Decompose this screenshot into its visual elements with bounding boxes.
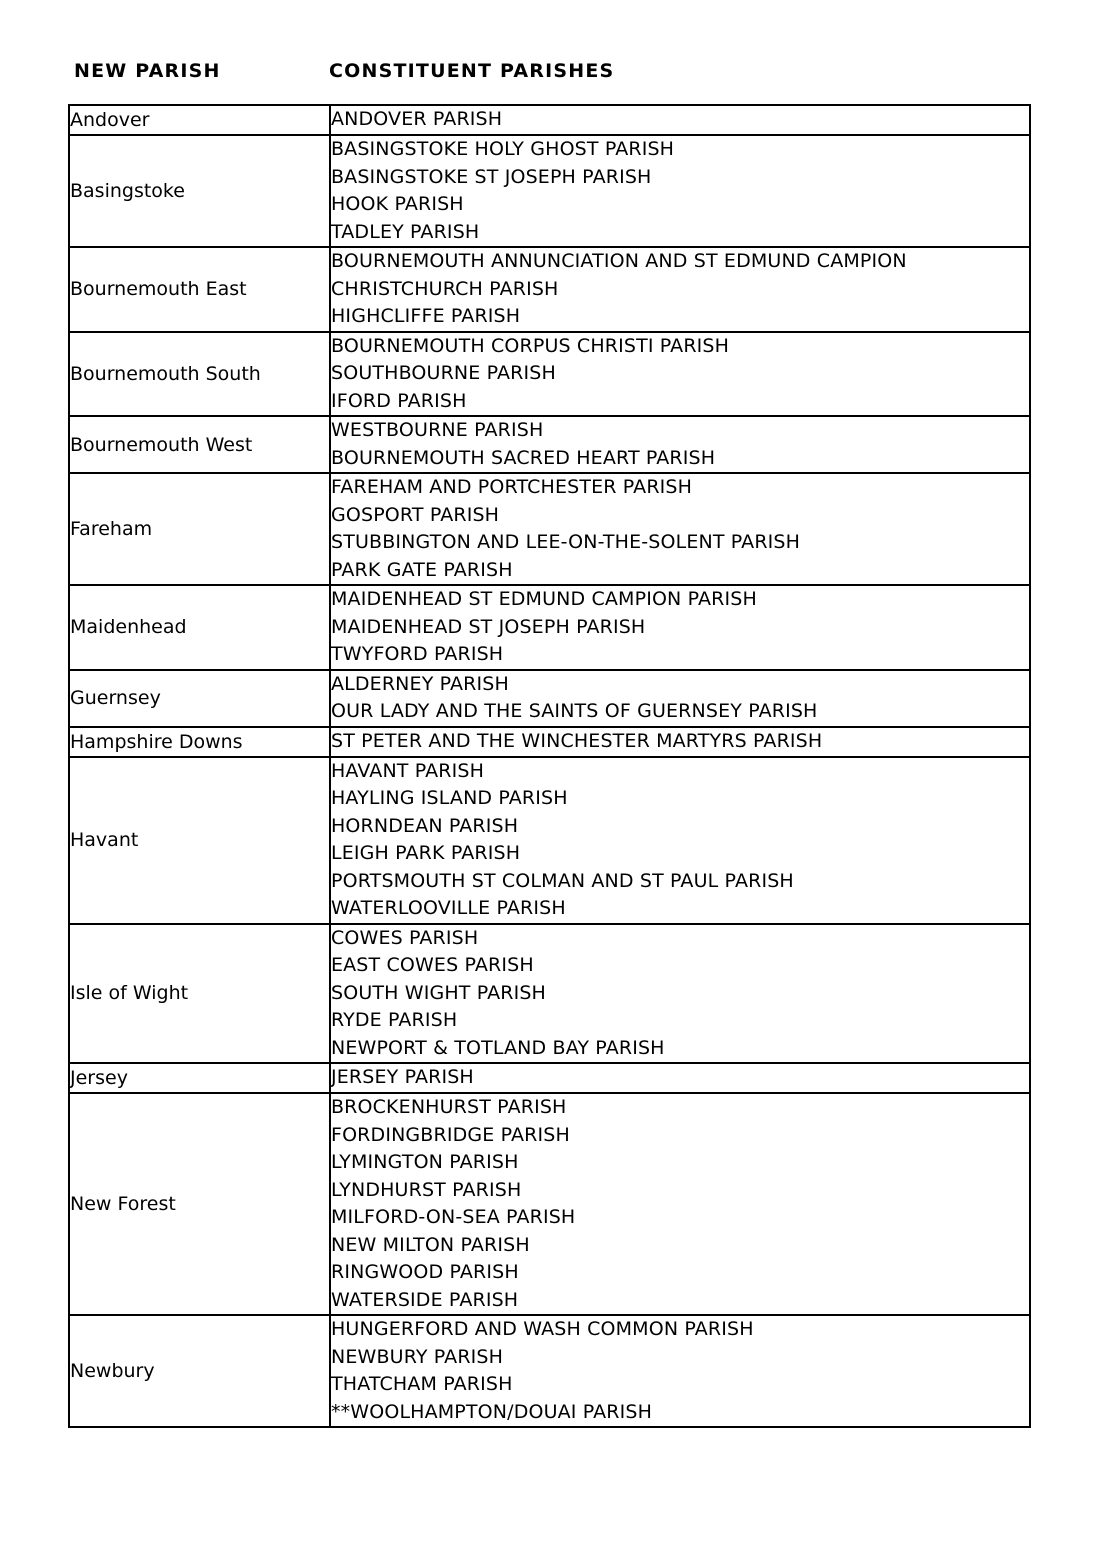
constituent-parish-line: GOSPORT PARISH [331, 503, 500, 526]
new-parish-cell: Fareham [69, 473, 330, 585]
constituent-parish-line: ANDOVER PARISH [331, 108, 503, 131]
constituent-parish-line: COWES PARISH [331, 926, 479, 949]
new-parish-cell: Havant [69, 757, 330, 924]
new-parish-cell: Bournemouth South [69, 332, 330, 417]
constituent-parish-line: BROCKENHURST PARISH [331, 1096, 567, 1118]
new-parish-cell: Andover [69, 105, 330, 135]
constituent-parishes-cell [330, 1093, 1030, 1315]
constituent-parish-line: **WOOLHAMPTON/DOUAI PARISH [331, 1400, 653, 1423]
constituent-parishes-cell [330, 727, 1030, 757]
table-body [69, 105, 1030, 1427]
constituent-parish-line: NEWBURY PARISH [331, 1345, 504, 1368]
constituent-parish-line: HIGHCLIFFE PARISH [331, 305, 521, 327]
constituent-parish-line: JERSEY PARISH [331, 1066, 474, 1089]
column-header-new-parish: NEW PARISH [74, 60, 221, 82]
constituent-parish-line: LYNDHURST PARISH [331, 1178, 522, 1201]
constituent-parish-line: MAIDENHEAD ST EDMUND CAMPION PARISH [331, 588, 757, 610]
constituent-parishes-cell [330, 757, 1030, 924]
table-row [69, 247, 1030, 332]
constituent-parish-line: LYMINGTON PARISH [331, 1151, 519, 1173]
constituent-parish-line: HAVANT PARISH [331, 759, 485, 782]
new-parish-cell: Newbury [69, 1315, 330, 1427]
constituent-parish-line: RINGWOOD PARISH [331, 1261, 519, 1283]
table-row [69, 670, 1030, 727]
new-parish-cell: Hampshire Downs [69, 727, 330, 757]
constituent-parish-line: ALDERNEY PARISH [331, 672, 509, 695]
constituent-parishes-cell [330, 416, 1030, 473]
constituent-parish-line: BASINGSTOKE ST JOSEPH PARISH [331, 165, 652, 188]
table-header [68, 60, 1032, 82]
new-parish-cell: Bournemouth West [69, 416, 330, 473]
table-row [69, 1063, 1030, 1093]
constituent-parish-line: IFORD PARISH [331, 389, 467, 412]
new-parish-cell: Bournemouth East [69, 247, 330, 332]
constituent-parish-line: HAYLING ISLAND PARISH [331, 787, 568, 809]
constituent-parish-line: WATERLOOVILLE PARISH [331, 897, 566, 919]
constituent-parish-line: THATCHAM PARISH [331, 1373, 513, 1395]
table-row [69, 585, 1030, 670]
constituent-parish-line: NEWPORT & TOTLAND BAY PARISH [331, 1036, 665, 1059]
constituent-parish-line: HOOK PARISH [331, 193, 464, 215]
table-row [69, 1315, 1030, 1427]
constituent-parish-line: BOURNEMOUTH CORPUS CHRISTI PARISH [331, 334, 730, 357]
table-row [69, 135, 1030, 247]
table-row [69, 924, 1030, 1064]
constituent-parishes-cell [330, 332, 1030, 417]
constituent-parish-line: HUNGERFORD AND WASH COMMON PARISH [331, 1318, 754, 1340]
table-row [69, 332, 1030, 417]
constituent-parish-line: LEIGH PARK PARISH [331, 842, 521, 864]
constituent-parish-line: SOUTHBOURNE PARISH [331, 362, 556, 384]
constituent-parish-line: MAIDENHEAD ST JOSEPH PARISH [331, 615, 646, 638]
column-header-constituent-parishes: CONSTITUENT PARISHES [329, 60, 615, 82]
table-row [69, 473, 1030, 585]
new-parish-cell: Jersey [69, 1063, 330, 1093]
constituent-parishes-cell [330, 585, 1030, 670]
constituent-parish-line: FORDINGBRIDGE PARISH [331, 1123, 570, 1146]
constituent-parishes-cell [330, 670, 1030, 727]
constituent-parish-line: BOURNEMOUTH SACRED HEART PARISH [331, 446, 716, 469]
new-parish-cell: Guernsey [69, 670, 330, 727]
constituent-parishes-cell [330, 924, 1030, 1064]
constituent-parish-line: WESTBOURNE PARISH [331, 419, 544, 441]
table-row [69, 416, 1030, 473]
constituent-parish-line: CHRISTCHURCH PARISH [331, 277, 559, 300]
constituent-parish-line: SOUTH WIGHT PARISH [331, 981, 546, 1004]
constituent-parish-line: NEW MILTON PARISH [331, 1233, 530, 1256]
constituent-parish-line: RYDE PARISH [331, 1009, 458, 1031]
table-row [69, 757, 1030, 924]
constituent-parishes-cell [330, 1315, 1030, 1427]
table-row [69, 1093, 1030, 1315]
constituent-parishes-cell [330, 473, 1030, 585]
constituent-parishes-cell [330, 135, 1030, 247]
constituent-parish-line: MILFORD-ON-SEA PARISH [331, 1206, 576, 1228]
constituent-parish-line: BASINGSTOKE HOLY GHOST PARISH [331, 138, 675, 160]
constituent-parish-line: STUBBINGTON AND LEE-ON-THE-SOLENT PARISH [331, 531, 801, 553]
constituent-parish-line: EAST COWES PARISH [331, 954, 534, 976]
constituent-parish-line: BOURNEMOUTH ANNUNCIATION AND ST EDMUND CAMPION [331, 250, 907, 272]
new-parish-cell: Basingstoke [69, 135, 330, 247]
constituent-parish-line: ST PETER AND THE WINCHESTER MARTYRS PARISH [331, 729, 823, 752]
constituent-parish-line: HORNDEAN PARISH [331, 814, 519, 837]
parish-mapping-table [68, 104, 1031, 1428]
new-parish-cell: Isle of Wight [69, 924, 330, 1064]
constituent-parish-line: FAREHAM AND PORTCHESTER PARISH [331, 476, 693, 498]
constituent-parishes-cell [330, 105, 1030, 135]
new-parish-cell: New Forest [69, 1093, 330, 1315]
constituent-parish-line: PARK GATE PARISH [331, 558, 513, 581]
table-row [69, 105, 1030, 135]
constituent-parish-line: OUR LADY AND THE SAINTS OF GUERNSEY PARISH [331, 700, 818, 722]
constituent-parish-line: PORTSMOUTH ST COLMAN AND ST PAUL PARISH [331, 869, 794, 892]
new-parish-cell: Maidenhead [69, 585, 330, 670]
constituent-parishes-cell [330, 247, 1030, 332]
table-row [69, 727, 1030, 757]
constituent-parish-line: TWYFORD PARISH [331, 643, 504, 665]
constituent-parishes-cell [330, 1063, 1030, 1093]
constituent-parish-line: WATERSIDE PARISH [331, 1288, 519, 1311]
constituent-parish-line: TADLEY PARISH [331, 220, 480, 243]
